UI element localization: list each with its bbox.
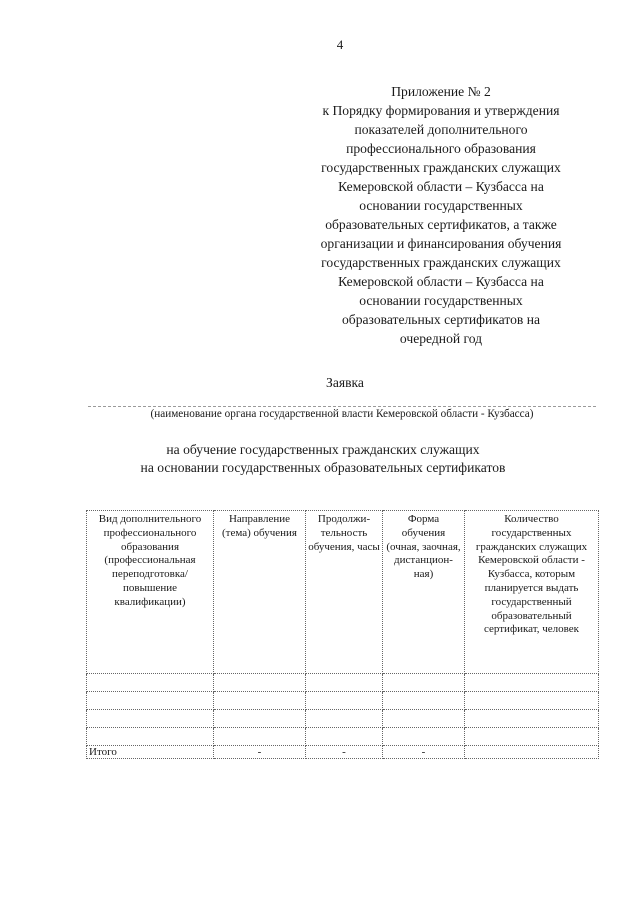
purpose-text: [0, 441, 640, 477]
table-cell: [465, 674, 599, 692]
appendix-line: государственных гражданских служащих: [321, 160, 561, 175]
header-count: Количество государственных гражданских служащих Кемеровской области - Кузбасса, которым планируется выдать государственный образовательный сертификат, человек: [465, 511, 599, 674]
table-cell: [87, 728, 214, 746]
table-row: [87, 674, 599, 692]
total-row: [87, 746, 599, 759]
appendix-line: к Порядку формирования и утверждения: [322, 103, 560, 118]
appendix-line: очередной год: [399, 331, 483, 346]
appendix-line: образовательных сертификатов на: [341, 312, 541, 327]
appendix-line: Кемеровской области – Кузбасса на: [338, 179, 544, 194]
table-row: [87, 728, 599, 746]
appendix-line: профессионального образования: [346, 141, 536, 156]
table-cell: [383, 692, 465, 710]
table-cell: [383, 674, 465, 692]
organization-name-line: [88, 406, 596, 407]
purpose-line-2: на основании государственных образовательных сертификатов: [140, 460, 506, 475]
header-duration: Продолжи-тельность обучения, часы: [306, 511, 383, 674]
appendix-line: образовательных сертификатов, а также: [325, 217, 557, 232]
appendix-line: показателей дополнительного: [354, 122, 528, 137]
table-row: [87, 710, 599, 728]
table-cell: [465, 692, 599, 710]
header-direction: Направление (тема) обучения: [214, 511, 306, 674]
table-cell: [383, 728, 465, 746]
appendix-line: Кемеровской области – Кузбасса на: [338, 274, 544, 289]
appendix-line: государственных гражданских служащих: [321, 255, 561, 270]
header-form: Форма обучения (очная, заочная, дистанцион-ная): [383, 511, 465, 674]
appendix-line: основании государственных: [359, 198, 523, 213]
total-cell: -: [306, 746, 383, 759]
total-cell: -: [214, 746, 306, 759]
page-number: 4: [336, 37, 344, 52]
appendix-line: основании государственных: [359, 293, 523, 308]
table-cell: [214, 692, 306, 710]
appendix-line: организации и финансирования обучения: [320, 236, 562, 251]
table-cell: [306, 674, 383, 692]
table-cell: [214, 710, 306, 728]
document-title: Заявка: [326, 375, 364, 390]
table-row: [87, 692, 599, 710]
appendix-line: Приложение № 2: [391, 84, 491, 99]
table-cell: [306, 710, 383, 728]
total-cell: [465, 746, 599, 759]
header-education-type: Вид дополнительного профессионального образования (профессиональная переподготовка/ повышение квалификации): [87, 511, 214, 674]
total-cell: -: [383, 746, 465, 759]
table-cell: [87, 674, 214, 692]
table-cell: [465, 710, 599, 728]
table-cell: [87, 692, 214, 710]
table-cell: [214, 728, 306, 746]
total-label: Итого: [87, 746, 214, 759]
table-cell: [87, 710, 214, 728]
table-cell: [214, 674, 306, 692]
table-cell: [465, 728, 599, 746]
table-cell: [306, 692, 383, 710]
table-cell: [306, 728, 383, 746]
appendix-header: [300, 82, 582, 348]
purpose-line-1: на обучение государственных гражданских служащих: [166, 442, 480, 457]
table-cell: [383, 710, 465, 728]
organization-caption: (наименование органа государственной власти Кемеровской области - Кузбасса): [150, 408, 534, 420]
request-table: [86, 510, 599, 759]
table-header-row: [87, 511, 599, 674]
